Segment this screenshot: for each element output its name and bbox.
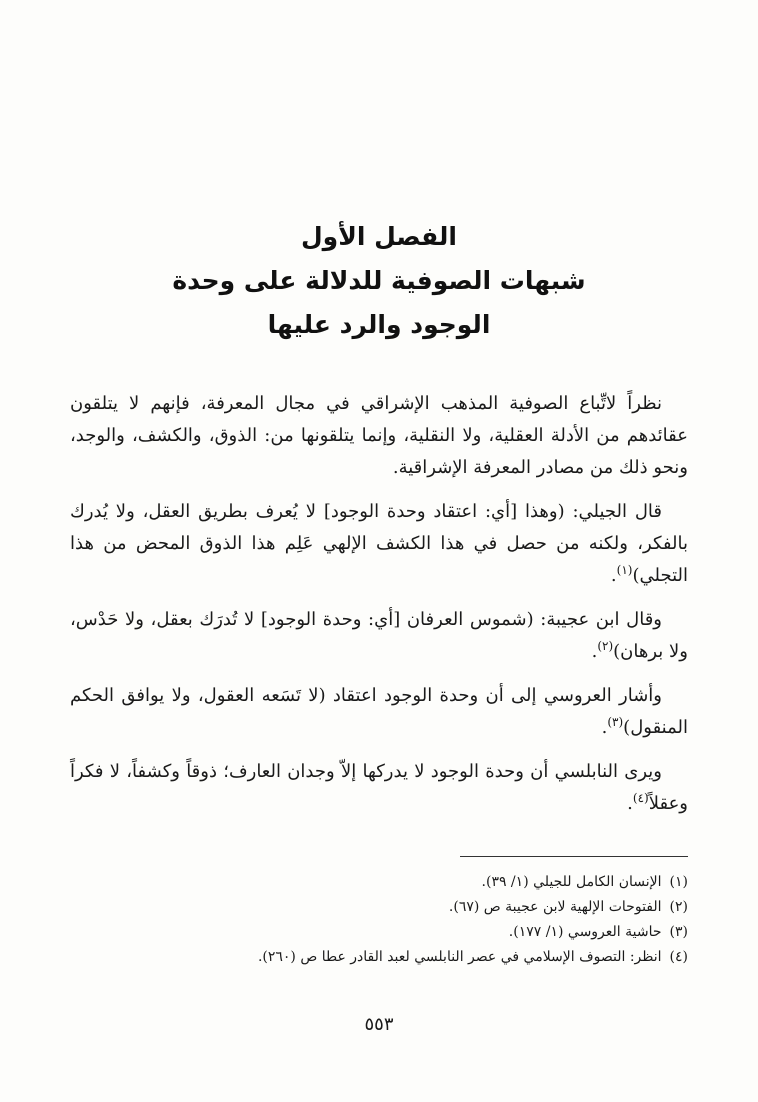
chapter-title-line-1: شبهات الصوفية للدلالة على وحدة bbox=[172, 266, 586, 295]
footnote-text: انظر: التصوف الإسلامي في عصر النابلسي لعبد القادر عطا ص (٢٦٠). bbox=[257, 949, 662, 965]
footnote-number: (٢) bbox=[669, 899, 688, 915]
footnote-reference[interactable]: (٣) bbox=[607, 715, 624, 729]
paragraph-end: . bbox=[610, 565, 617, 586]
footnotes bbox=[70, 870, 688, 970]
footnote-text: الفتوحات الإلهية لابن عجيبة ص (٦٧). bbox=[448, 899, 662, 915]
chapter-title-block bbox=[90, 215, 668, 347]
paragraph-text: وأشار العروسي إلى أن وحدة الوجود اعتقاد (لا تَسَعه العقول، ولا يوافق الحكم المنقول) bbox=[70, 685, 688, 738]
paragraph-text: نظراً لاتِّباع الصوفية المذهب الإشراقي في مجال المعرفة، فإنهم لا يتلقون عقائدهم من الأدلة العقلية، ولا النقلية، وإنما يتلقونها من: الذوق، والكشف، والوجد، ونحو ذلك من مصادر المعرفة الإشراقية. bbox=[70, 393, 688, 478]
footnote-item bbox=[70, 895, 688, 920]
paragraph-end: . bbox=[627, 793, 633, 814]
footnote-text: حاشية العروسي (١/ ١٧٧). bbox=[508, 924, 662, 940]
footnote-item bbox=[70, 920, 688, 945]
footnote-item bbox=[70, 870, 688, 895]
footnote-number: (١) bbox=[669, 874, 688, 890]
footnote-reference[interactable]: (١) bbox=[616, 563, 633, 577]
paragraph-jili-quote bbox=[70, 496, 688, 592]
paragraph-arusi-quote bbox=[70, 680, 688, 744]
paragraph-end: . bbox=[591, 641, 598, 662]
paragraph-text: ويرى النابلسي أن وحدة الوجود لا يدركها إلاّ وجدان العارف؛ ذوقاً وكشفاً، لا فكراً وعقلاً bbox=[70, 761, 688, 814]
page-number: ٥٥٣ bbox=[364, 1014, 394, 1035]
chapter-title-line-2: الوجود والرد عليها bbox=[267, 310, 491, 339]
footnote-number: (٣) bbox=[669, 924, 688, 940]
footnote-text: الإنسان الكامل للجيلي (١/ ٣٩). bbox=[481, 874, 662, 890]
footnote-number: (٤) bbox=[669, 949, 688, 965]
paragraph-ibn-ajiba-quote bbox=[70, 604, 688, 668]
chapter-heading: الفصل الأول bbox=[300, 222, 458, 251]
paragraph-end: . bbox=[601, 717, 608, 738]
paragraph-nabulsi bbox=[70, 756, 688, 820]
footnote-divider bbox=[460, 856, 688, 857]
paragraph-intro bbox=[70, 388, 688, 484]
footnote-reference[interactable]: (٤) bbox=[632, 791, 649, 805]
paragraph-text: وقال ابن عجيبة: (شموس العرفان [أي: وحدة الوجود] لا تُدرَك بعقل، ولا حَدْس، ولا برهان) bbox=[70, 609, 688, 662]
paragraph-text: قال الجيلي: (وهذا [أي: اعتقاد وحدة الوجود] لا يُعرف بطريق العقل، ولا يُدرك بالفكر، ولكنه من حصل في هذا الكشف الإلهي عَلِم هذا الذوق المحض من هذا التجلي) bbox=[70, 501, 688, 586]
footnote-item bbox=[70, 945, 688, 970]
footnote-reference[interactable]: (٢) bbox=[597, 639, 614, 653]
body-text bbox=[70, 388, 688, 832]
